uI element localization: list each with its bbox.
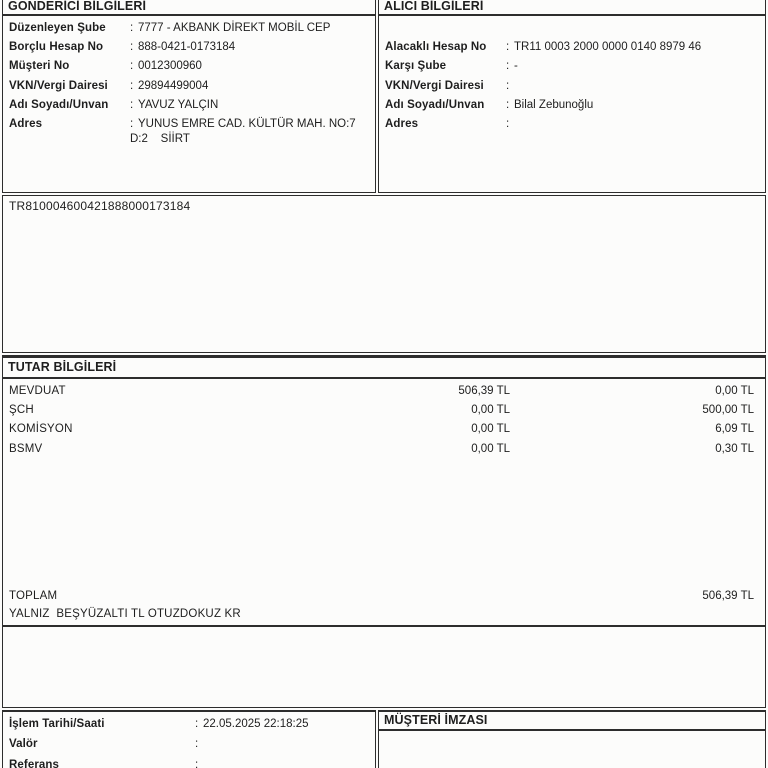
amount-label: ŞCH (9, 404, 34, 417)
recipient-row-counter-branch (379, 57, 765, 76)
amount-row-komisyon (3, 420, 765, 439)
amount-row-bsmv (3, 440, 765, 459)
amount-col1: 506,39 TL (458, 385, 510, 397)
amount-label: MEVDUAT (9, 385, 66, 397)
footer-rows (3, 714, 375, 768)
field-label: Adres (9, 118, 43, 131)
amount-col2: 6,09 TL (715, 423, 754, 436)
amount-row-mevduat (3, 382, 765, 401)
colon-separator: : (506, 118, 510, 130)
field-value: 888-0421-0173184 (138, 41, 236, 54)
field-value: YAVUZ YALÇIN (138, 98, 219, 111)
sender-row-tax-office (3, 77, 375, 96)
amount-rows (3, 382, 765, 459)
recipient-row-creditor-account (379, 38, 765, 57)
field-value: 22.05.2025 22:18:25 (203, 718, 309, 730)
field-label: Borçlu Hesap No (9, 41, 104, 54)
field-label: VKN/Vergi Dairesi (9, 79, 108, 92)
colon-separator: : (195, 718, 199, 730)
recipient-row-tax-office (379, 77, 765, 96)
footer-row-referans (3, 755, 375, 768)
amount-label: KOMİSYON (9, 423, 73, 436)
field-label: Valör (9, 738, 38, 751)
recipient-row-address (379, 115, 765, 134)
amount-row-sch (3, 401, 765, 420)
amount-col2: 0,00 TL (715, 385, 754, 397)
colon-separator: : (195, 758, 199, 768)
field-value: YUNUS EMRE CAD. KÜLTÜR MAH. NO:7 (138, 118, 356, 131)
sender-row-branch (3, 19, 375, 38)
total-label: TOPLAM (9, 589, 58, 602)
field-value: - (514, 60, 518, 73)
field-value: 0012300960 (138, 60, 202, 73)
colon-separator: : (506, 60, 510, 73)
total-value: 506,39 TL (702, 589, 754, 602)
colon-separator: : (506, 41, 510, 54)
colon-separator: : (130, 118, 134, 131)
total-row (3, 587, 765, 606)
sender-row-debtor-account (3, 38, 375, 57)
amount-col1: 0,00 TL (471, 442, 510, 455)
field-value: 7777 - AKBANK DİREKT MOBİL CEP (138, 22, 331, 34)
field-label: Adı Soyadı/Unvan (385, 98, 485, 111)
sender-section-title: GÖNDERİCİ BİLGİLERİ (3, 0, 375, 16)
field-label: Referans (9, 758, 60, 768)
colon-separator: : (130, 60, 134, 73)
amount-label: BSMV (9, 442, 43, 455)
amount-in-words: YALNIZ BEŞYÜZALTI TL OTUZDOKUZ KR (3, 606, 765, 627)
field-value: 29894499004 (138, 79, 209, 92)
transaction-iban-section (2, 195, 766, 353)
sender-row-name (3, 96, 375, 115)
colon-separator: : (130, 79, 134, 92)
recipient-row-name (379, 96, 765, 115)
colon-separator: : (130, 41, 134, 54)
amount-col2: 0,30 TL (715, 442, 754, 455)
amount-section-title: TUTAR BİLGİLERİ (3, 358, 765, 379)
field-label: Alacaklı Hesap No (385, 41, 487, 54)
transaction-iban-number: TR810004600421888000173184 (9, 199, 191, 213)
colon-separator: : (130, 22, 134, 34)
field-label: VKN/Vergi Dairesi (385, 79, 484, 92)
sender-row-address (3, 115, 375, 146)
address-value-block (130, 115, 356, 146)
signature-section-title: MÜŞTERİ İMZASI (379, 712, 765, 731)
field-label: Adı Soyadı/Unvan (9, 98, 109, 111)
amount-col1: 0,00 TL (471, 423, 510, 436)
customer-signature-section (378, 710, 766, 768)
colon-separator: : (506, 79, 510, 92)
field-value: Bilal Zebunoğlu (514, 98, 594, 111)
colon-separator: : (506, 98, 510, 111)
amount-col1: 0,00 TL (471, 404, 510, 417)
field-label: Müşteri No (9, 60, 70, 73)
footer-row-valor (3, 734, 375, 754)
field-label: Adres (385, 118, 419, 130)
field-label: İşlem Tarihi/Saati (9, 718, 105, 730)
recipient-rows (379, 19, 765, 134)
colon-separator: : (195, 738, 199, 751)
field-value-line2: D:2 SİİRT (130, 133, 190, 146)
footer-row-date (3, 714, 375, 734)
field-value: TR11 0003 2000 0000 0140 8979 46 (514, 41, 702, 54)
recipient-info-section (378, 0, 766, 193)
amount-spacer (3, 459, 765, 587)
sender-info-section (2, 0, 376, 193)
amount-col2: 500,00 TL (702, 404, 754, 417)
blank-row (379, 19, 765, 38)
field-label: Karşı Şube (385, 60, 447, 73)
colon-separator: : (130, 98, 134, 111)
amount-info-section (2, 355, 766, 708)
sender-row-customer-no (3, 57, 375, 76)
field-label: Düzenleyen Şube (9, 22, 106, 34)
sender-rows (3, 19, 375, 146)
transaction-details-section (2, 710, 376, 768)
recipient-section-title: ALICI BİLGİLERİ (379, 0, 765, 16)
